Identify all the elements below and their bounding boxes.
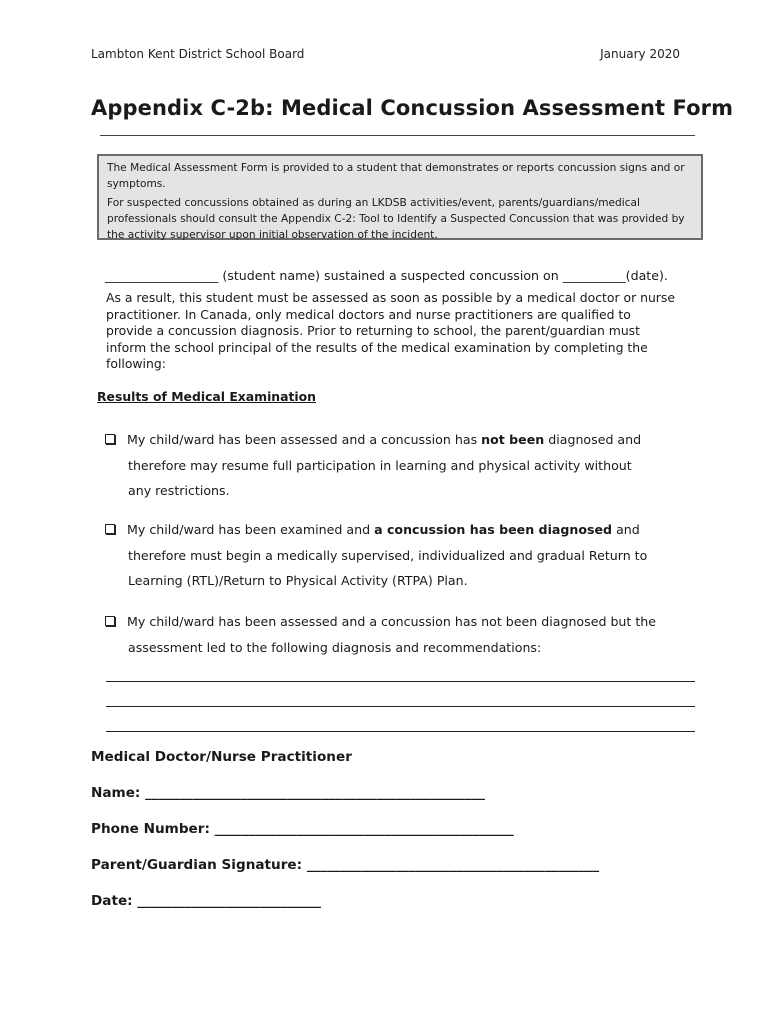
name-blank[interactable]: __________________________________________________ (145, 785, 485, 801)
option-text: My child/ward has been examined and (127, 522, 375, 537)
parent-signature-blank[interactable]: ___________________________________________ (306, 857, 600, 873)
page-title: Appendix C-2b: Medical Concussion Assessment Form (91, 96, 734, 120)
recommendations-line[interactable] (106, 706, 695, 707)
instructions-line: inform the school principal of the results of the medical examination by completing the (106, 339, 648, 355)
option-text: therefore may resume full participation in learning and physical activity without (128, 457, 632, 473)
option-emphasis: a concussion has been diagnosed (374, 522, 613, 537)
instructions-line: practitioner. In Canada, only medical doctors and nurse practitioners are qualified to (106, 306, 631, 322)
notice-box (97, 154, 703, 240)
date-field[interactable] (91, 893, 321, 909)
option-text: therefore must begin a medically supervised, individualized and gradual Return to (128, 547, 648, 563)
option-text: My child/ward has been assessed and a concussion has (127, 432, 482, 447)
date-label: Date: (91, 893, 138, 909)
option-not-diagnosed[interactable] (105, 427, 705, 504)
name-field[interactable] (91, 785, 485, 801)
checkbox-icon[interactable] (105, 616, 115, 626)
option-diagnosed[interactable] (105, 517, 705, 594)
name-label: Name: (91, 785, 146, 801)
results-heading: Results of Medical Examination (97, 389, 316, 404)
option-text: My child/ward has been assessed and a concussion has not been diagnosed but the (127, 614, 657, 629)
checkbox-icon[interactable] (105, 434, 115, 444)
signature-section-title: Medical Doctor/Nurse Practitioner (91, 749, 352, 765)
checkbox-icon[interactable] (105, 524, 115, 534)
phone-label: Phone Number: (91, 821, 215, 837)
instructions-line: As a result, this student must be assessed as soon as possible by a medical doctor or nurse (106, 290, 675, 305)
header-date: January 2020 (600, 47, 680, 61)
notice-paragraph-1: The Medical Assessment Form is provided to a student that demonstrates or reports concussion signs and or symptoms. (107, 162, 685, 190)
date-blank[interactable]: ___________________________ (137, 893, 321, 909)
option-text: and (612, 522, 640, 537)
phone-field[interactable] (91, 821, 514, 837)
header-organization: Lambton Kent District School Board (91, 47, 305, 61)
instructions-line: following: (106, 356, 166, 371)
recommendations-line[interactable] (106, 731, 695, 732)
parent-signature-field[interactable] (91, 857, 599, 873)
option-other-diagnosis[interactable] (105, 609, 705, 660)
instructions-line: provide a concussion diagnosis. Prior to returning to school, the parent/guardian must (106, 323, 640, 338)
notice-paragraph-2: For suspected concussions obtained as during an LKDSB activities/event, parents/guardians/medical professionals should consult the Appendix C-2: Tool to Identify a Suspected Concussion that was provided by the activity supervisor upon initial observation of the incident. (107, 197, 685, 241)
option-text: Learning (RTL)/Return to Physical Activity (RTPA) Plan. (128, 573, 468, 588)
option-emphasis: not been (481, 432, 545, 447)
parent-signature-label: Parent/Guardian Signature: (91, 857, 307, 873)
option-text: diagnosed and (544, 432, 642, 447)
title-divider (100, 135, 695, 136)
recommendations-line[interactable] (106, 681, 695, 682)
student-name-sentence[interactable]: __________________ (student name) sustained a suspected concussion on __________(date). (105, 268, 668, 283)
instructions-paragraph (106, 290, 706, 373)
option-text: assessment led to the following diagnosis and recommendations: (128, 639, 542, 655)
option-text: any restrictions. (128, 483, 230, 498)
phone-blank[interactable]: ____________________________________________ (214, 821, 514, 837)
